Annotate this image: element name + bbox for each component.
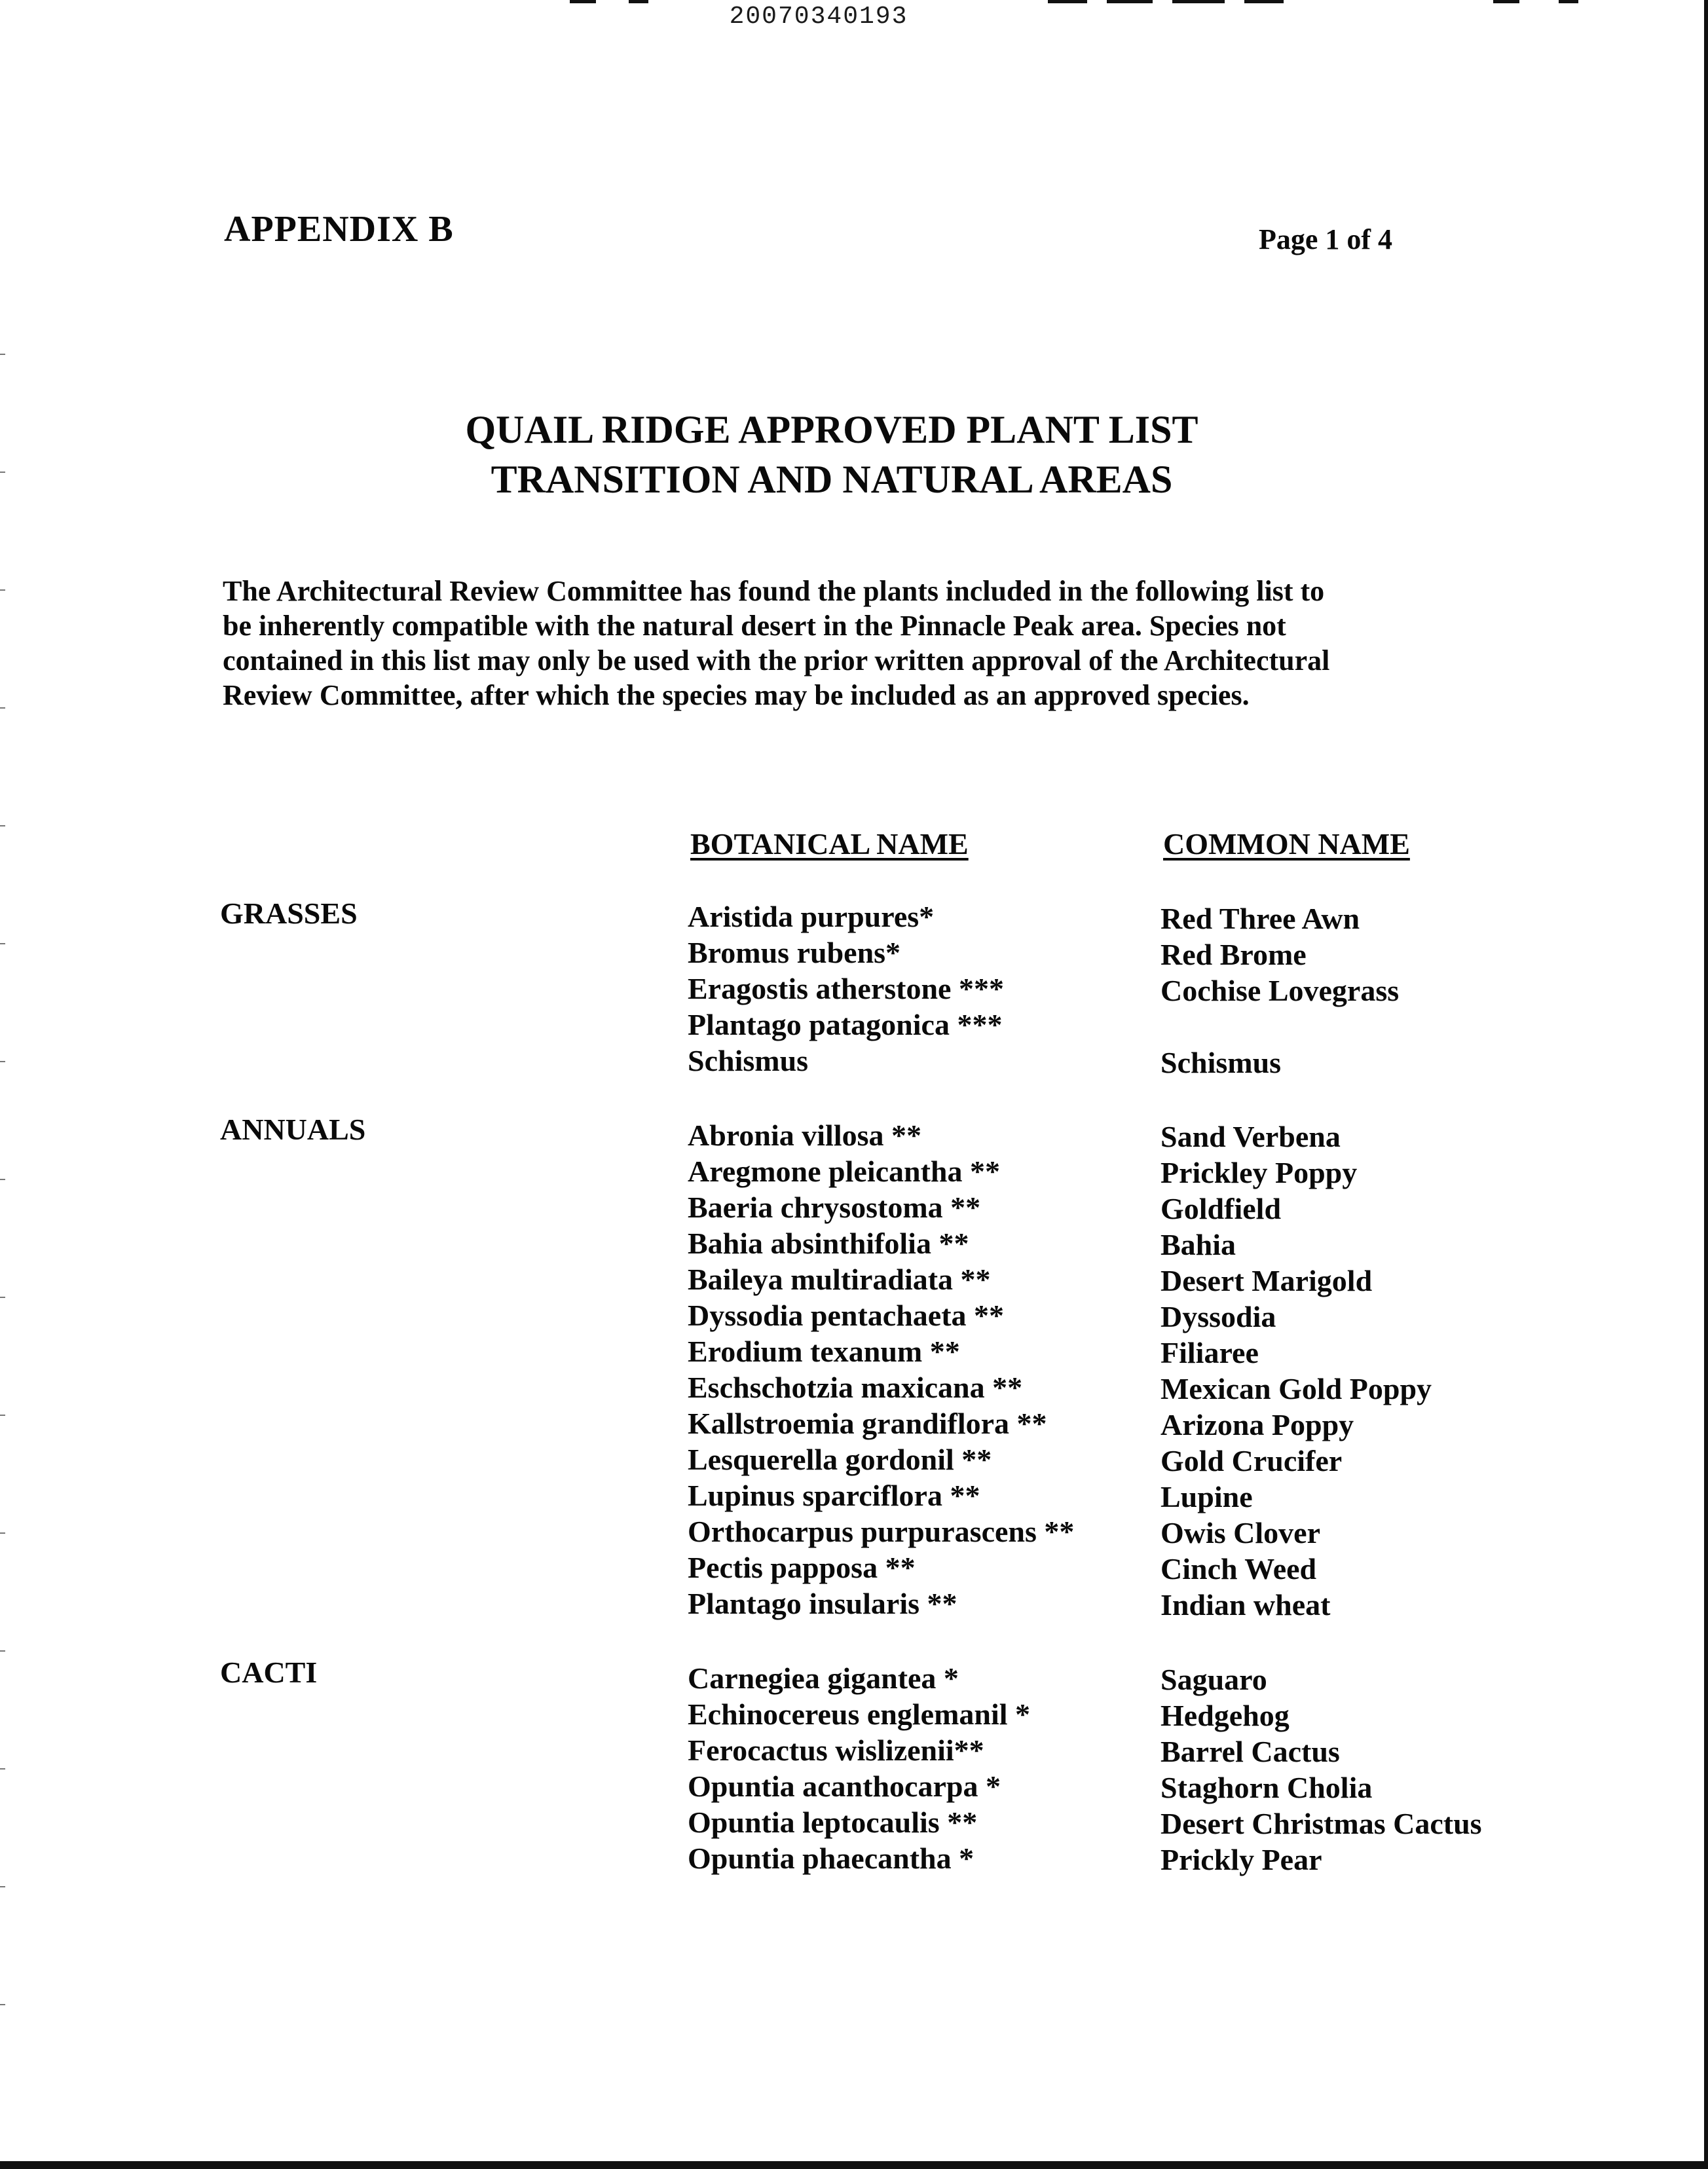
category-cacti: CACTI [220,1656,318,1689]
common-name: Prickly Pear [1160,1843,1322,1876]
botanical-name: Carnegiea gigantea * [688,1661,959,1695]
title-line-1: QUAIL RIDGE APPROVED PLANT LIST [465,408,1198,451]
scan-bottom-border [0,2161,1708,2169]
document-id: 20070340193 [729,3,908,31]
botanical-name: Baileya multiradiata ** [688,1263,991,1296]
botanical-name: Aregmone pleicantha ** [688,1155,1001,1188]
common-name: Prickley Poppy [1160,1156,1358,1189]
botanical-name: Eragostis atherstone *** [688,972,1004,1005]
annuals-botanical-list [688,1117,1074,1622]
category-grasses: GRASSES [220,897,358,930]
page-indicator: Page 1 of 4 [1259,223,1393,255]
grasses-botanical-list [688,899,1004,1079]
botanical-name: Plantago insularis ** [688,1587,957,1620]
botanical-name: Bromus rubens* [688,936,901,969]
intro-line: contained in this list may only be used with the prior written approval of the Architectural [223,644,1330,677]
botanical-name: Opuntia leptocaulis ** [688,1806,978,1839]
botanical-name: Ferocactus wislizenii** [688,1733,984,1767]
botanical-name: Erodium texanum ** [688,1335,960,1368]
common-name: Schismus [1160,1046,1282,1079]
botanical-name: Schismus [688,1044,809,1077]
common-name: Saguaro [1160,1663,1267,1696]
common-name: Arizona Poppy [1160,1408,1354,1441]
common-name: Bahia [1160,1228,1236,1261]
common-name: Cinch Weed [1160,1552,1317,1585]
common-name: Gold Crucifer [1160,1444,1343,1477]
common-name: Barrel Cactus [1160,1735,1340,1768]
botanical-name: Baeria chrysostoma ** [688,1191,981,1224]
botanical-name: Echinocereus englemanil * [688,1697,1031,1731]
botanical-name: Plantago patagonica *** [688,1008,1003,1041]
botanical-name: Eschschotzia maxicana ** [688,1371,1023,1404]
intro-line: Review Committee, after which the species may be included as an approved species. [223,679,1250,711]
botanical-name: Pectis papposa ** [688,1551,916,1584]
category-annuals: ANNUALS [220,1113,366,1146]
botanical-name: Opuntia phaecantha * [688,1842,975,1875]
common-name: Staghorn Cholia [1160,1771,1373,1804]
botanical-name: Orthocarpus purpurascens ** [688,1515,1075,1548]
botanical-name: Kallstroemia grandiflora ** [688,1407,1047,1440]
annuals-common-list [1160,1119,1432,1623]
cacti-botanical-list [688,1660,1030,1876]
common-name: Owis Clover [1160,1516,1321,1549]
common-name: Desert Christmas Cactus [1160,1807,1482,1840]
intro-line: The Architectural Review Committee has found the plants included in the following list to [223,575,1325,607]
common-name: Hedgehog [1160,1699,1290,1732]
common-name: Mexican Gold Poppy [1160,1372,1432,1405]
intro-paragraph [223,574,1454,713]
botanical-name: Abronia villosa ** [688,1119,921,1152]
grasses-common-list [1160,900,1399,1081]
common-name-header: COMMON NAME [1163,827,1410,861]
common-name: Red Three Awn [1160,902,1360,935]
common-name: Dyssodia [1160,1300,1276,1333]
document-title [0,405,1663,504]
common-name: Indian wheat [1160,1588,1331,1622]
common-name: Sand Verbena [1160,1120,1341,1153]
botanical-name-header: BOTANICAL NAME [690,827,969,861]
botanical-name: Opuntia acanthocarpa * [688,1770,1001,1803]
common-name: Red Brome [1160,938,1307,971]
appendix-heading: APPENDIX B [224,209,454,250]
botanical-name: Lesquerella gordonil ** [688,1443,992,1476]
botanical-name: Lupinus sparciflora ** [688,1479,980,1512]
title-line-2: TRANSITION AND NATURAL AREAS [491,458,1173,501]
common-name: Desert Marigold [1160,1264,1373,1297]
common-name [1160,1009,1399,1045]
botanical-name: Aristida purpures* [688,900,935,933]
botanical-name: Dyssodia pentachaeta ** [688,1299,1005,1332]
common-name: Goldfield [1160,1192,1282,1225]
botanical-name: Bahia absinthifolia ** [688,1227,969,1260]
common-name: Filiaree [1160,1336,1259,1369]
cacti-common-list [1160,1661,1482,1878]
common-name: Cochise Lovegrass [1160,974,1400,1007]
intro-line: be inherently compatible with the natural desert in the Pinnacle Peak area. Species not [223,610,1286,642]
scan-right-border [1704,0,1708,2169]
scan-left-margin-marks [0,0,9,2169]
common-name: Lupine [1160,1480,1253,1513]
